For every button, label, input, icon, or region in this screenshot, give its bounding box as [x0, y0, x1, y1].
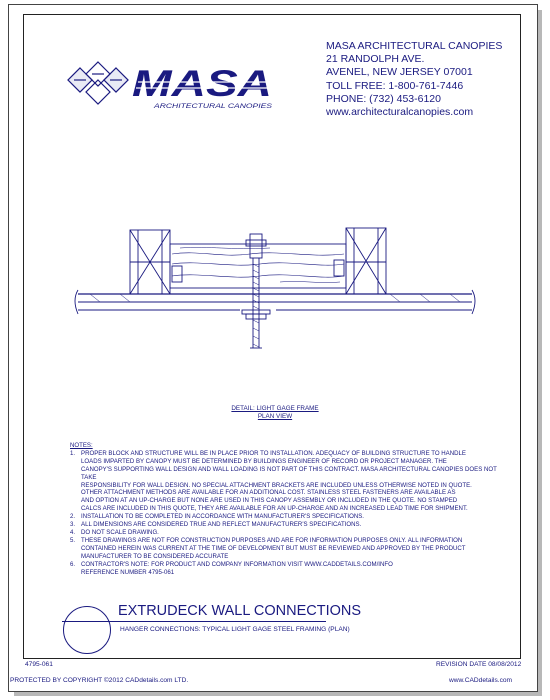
threaded-rod: [242, 234, 270, 348]
notes-heading: NOTES:: [70, 442, 93, 449]
notes-section: [70, 442, 510, 576]
company-street: 21 RANDOLPH AVE.: [326, 53, 425, 66]
note-item: [70, 529, 510, 537]
company-name: MASA ARCHITECTURAL CANOPIES: [326, 40, 503, 52]
company-website: www.architecturalcanopies.com: [326, 106, 474, 119]
detail-title: DETAIL: LIGHT GAGE FRAME: [231, 405, 319, 412]
note-item: [70, 537, 510, 561]
left-stud-block: [130, 230, 170, 294]
caddetails-link[interactable]: www.CADdetails.com: [449, 677, 513, 684]
logo-wordmark-text: MASA: [132, 63, 272, 104]
note-line: DO NOT SCALE DRAWING.: [81, 528, 159, 536]
note-item: [70, 513, 510, 521]
company-phone: PHONE: (732) 453-6120: [326, 92, 441, 105]
logo-tagline: ARCHITECTURAL CANOPIES: [152, 103, 273, 110]
note-line: CALCS ARE INCLUDED IN THIS QUOTE, THEY ARE AVAILABLE FOR AN UP-CHARGE AND AN INCREASED LEAD TIME FOR SHIPMENT.: [81, 505, 468, 513]
note-number: 6.: [70, 560, 76, 568]
company-city: AVENEL, NEW JERSEY 07001: [326, 66, 473, 79]
title-circle: [63, 606, 111, 654]
wall-section: [75, 290, 475, 314]
note-line: LOADS IMPARTED BY CANOPY MUST BE DETERMINED BY BUILDINGS ENGINEER OF RECORD OR PROJECT MANAGER. THE: [81, 457, 447, 465]
note-number: 4.: [70, 528, 76, 536]
note-line: REFERENCE NUMBER 4795-061: [81, 568, 175, 576]
detail-caption: [0, 405, 550, 413]
note-line: CONTRACTOR'S NOTE: FOR PRODUCT AND COMPANY INFORMATION VISIT WWW.CADDETAILS.COM/INFO: [81, 560, 393, 568]
logo-diamond-icons: [68, 62, 128, 104]
detail-view-label: PLAN VIEW: [257, 413, 293, 420]
title-divider: [62, 621, 326, 622]
note-number: 3.: [70, 521, 76, 529]
note-number: 5.: [70, 536, 76, 544]
company-toll-free: TOLL FREE: 1-800-761-7446: [326, 79, 464, 92]
note-line: MANUFACTURER TO BE CONSIDERED ACCURATE: [81, 552, 229, 560]
note-item: [70, 561, 510, 577]
logo-wordmark: [132, 63, 272, 104]
copyright-notice: PROTECTED BY COPYRIGHT ©2012 CADdetails.com LTD.: [10, 677, 189, 684]
note-item: [70, 450, 510, 513]
masa-logo: [66, 58, 296, 114]
drawing-title: EXTRUDECK WALL CONNECTIONS: [118, 603, 362, 619]
note-line: RESPONSIBILITY FOR WALL DESIGN. NO SPECIAL ATTACHMENT BRACKETS ARE INCLUDED UNLESS OTHERWISE NOTED IN QUOTE.: [81, 481, 472, 489]
note-line: ALL DIMENSIONS ARE CONSIDERED TRUE AND REFLECT MANUFACTURER'S SPECIFICATIONS.: [81, 521, 362, 529]
note-line: OTHER ATTACHMENT METHODS ARE AVAILABLE FOR AN ADDITIONAL COST. STAINLESS STEEL FASTENERS ARE AVAILABLE AS: [81, 489, 456, 497]
revision-date: REVISION DATE 08/08/2012: [436, 661, 522, 668]
note-item: [70, 521, 510, 529]
note-line: CANOPY'S SUPPORTING WALL DESIGN AND WALL LOADING IS NOT PART OF THIS CONTRACT. MASA ARCHITECTURAL CANOPIES DOES NOT TAKE: [81, 465, 497, 481]
wood-blocking: [170, 244, 346, 288]
detail-drawing: [60, 220, 490, 360]
company-info: [326, 40, 502, 119]
note-number: 1.: [70, 449, 76, 457]
drawing-subtitle: HANGER CONNECTIONS: TYPICAL LIGHT GAGE STEEL FRAMING (PLAN): [120, 626, 350, 633]
note-line: CONTAINED HEREIN WAS CURRENT AT THE TIME OF DEVELOPMENT BUT MUST BE REVIEWED AND APPROVED BY THE PRODUCT: [81, 544, 466, 552]
note-line: AND OPTION AT AN UP-CHARGE BUT NONE ARE USED IN THIS CANOPY ASSEMBLY OR INCLUDED IN THE QUOTE. NO STAMPED: [81, 497, 458, 505]
note-line: THESE DRAWINGS ARE NOT FOR CONSTRUCTION PURPOSES AND ARE FOR INFORMATION PURPOSES ONLY. ALL INFORMATION: [81, 536, 463, 544]
note-number: 2.: [70, 513, 76, 521]
drawing-number: 4795-061: [25, 661, 53, 668]
detail-view-caption: [0, 413, 550, 421]
right-stud-block: [346, 228, 386, 294]
note-line: INSTALLATION TO BE COMPLETED IN ACCORDANCE WITH MANUFACTURER'S SPECIFICATIONS.: [81, 513, 364, 521]
note-line: PROPER BLOCK AND STRUCTURE WILL BE IN PLACE PRIOR TO INSTALLATION. ADEQUACY OF BUILDING STRUCTURE TO HANDLE: [81, 449, 466, 457]
